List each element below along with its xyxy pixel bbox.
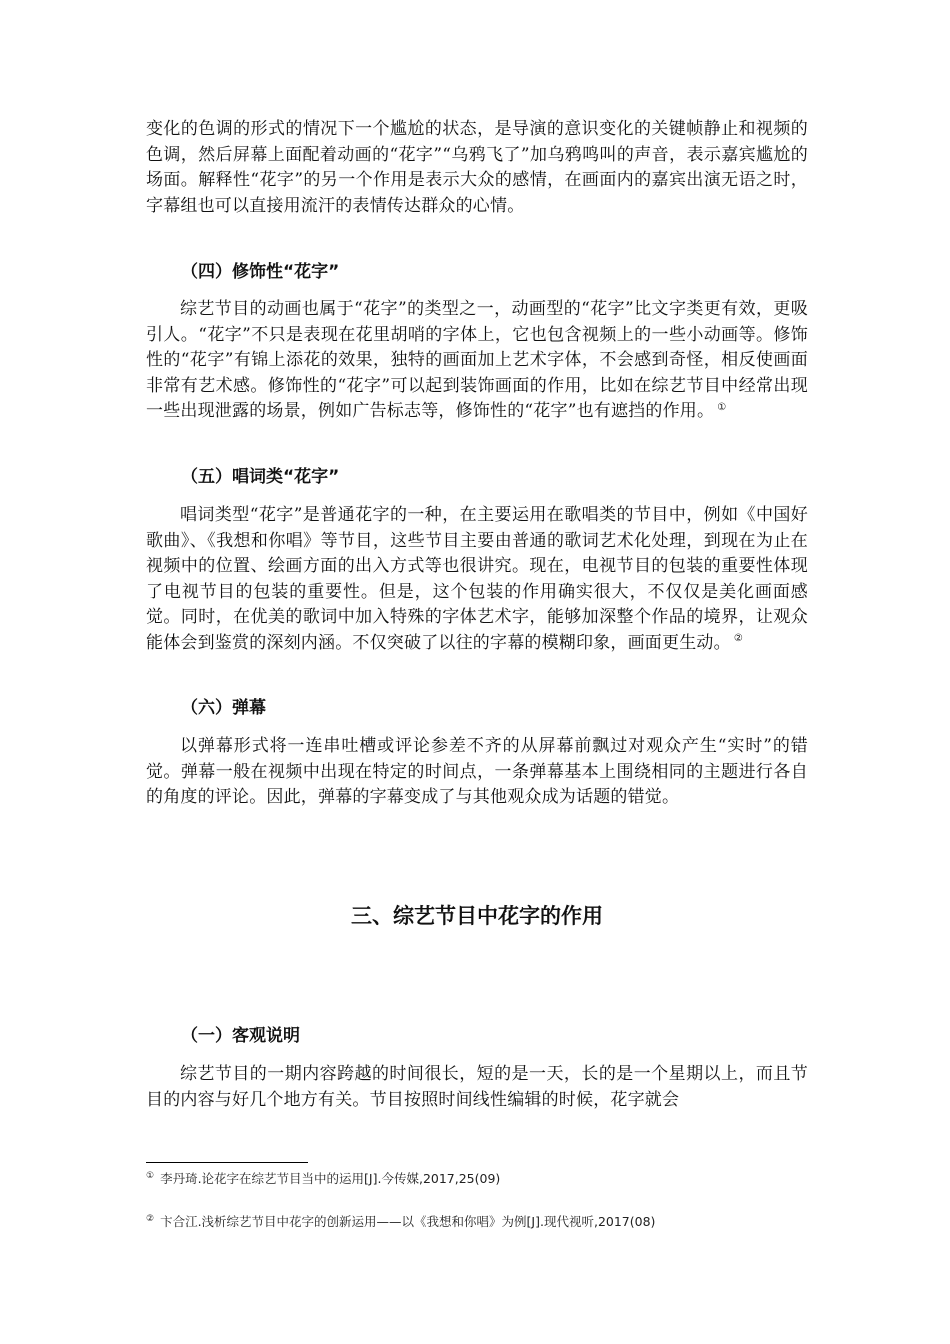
footnote-text: 李丹琦.论花字在综艺节目当中的运用[J].今传媒,2017,25(09) xyxy=(160,1171,501,1186)
footnote-mark-2: ② xyxy=(146,1213,155,1224)
paragraph-objective xyxy=(146,1062,808,1113)
subheading-lyrics-huazi: （五）唱词类“花字” xyxy=(181,467,340,487)
subheading-decorative-huazi: （四）修饰性“花字” xyxy=(181,262,340,282)
footnote-2 xyxy=(146,1213,826,1231)
paragraph-lyrics xyxy=(146,503,808,657)
paragraph-danmaku xyxy=(146,734,808,811)
paragraph-text: 变化的色调的形式的情况下一个尴尬的状态，是导演的意识变化的关键帧静止和视频的色调，然后屏幕上面配着动画的“花字”“乌鸦飞了”加乌鸦鸣叫的声音，表示嘉宾尴尬的场面。解释性“花字”的另一个作用是表示大众的感情，在画面内的嘉宾出演无语之时，字幕组也可以直接用流汗的表情传达群众的心情。 xyxy=(146,119,808,216)
paragraph-text: 综艺节目的一期内容跨越的时间很长，短的是一天，长的是一个星期以上，而且节目的内容与好几个地方有关。节目按照时间线性编辑的时候，花字就会 xyxy=(146,1064,808,1110)
paragraph-text-span: 唱词类型“花字”是普通花字的一种，在主要运用在歌唱类的节目中，例如《中国好歌曲》、《我想和你唱》等节目，这些节目主要由普通的歌词艺术化处理，到现在为止在视频中的位置、绘画方面的出入方式等也很讲究。现在，电视节目的包装的重要性体现了电视节目的包装的重要性。但是，这个包装的作用确实很大，不仅仅是美化画面感觉。同时，在优美的歌词中加入特殊的字体艺术字，能够加深整个作品的境界，让观众能体会到鉴赏的深刻内涵。不仅突破了以往的字幕的模糊印象，画面更生动。 xyxy=(146,505,808,653)
paragraph-text xyxy=(146,297,808,425)
footnote-ref-1[interactable]: ① xyxy=(717,401,727,413)
footnote-text: 卞合江.浅析综艺节目中花字的创新运用——以《我想和你唱》为例[J].现代视听,2017(08) xyxy=(160,1214,656,1229)
footnote-mark-1: ① xyxy=(146,1170,155,1181)
subheading-objective-explanation: （一）客观说明 xyxy=(181,1026,300,1046)
subheading-danmaku: （六）弹幕 xyxy=(181,698,266,718)
footnote-1 xyxy=(146,1170,826,1188)
footnote-divider xyxy=(146,1162,308,1163)
section-title: 三、综艺节目中花字的作用 xyxy=(351,904,603,928)
footnote-ref-2[interactable]: ② xyxy=(733,633,743,645)
paragraph-continuation xyxy=(146,117,808,219)
paragraph-decorative xyxy=(146,297,808,425)
paragraph-text: 以弹幕形式将一连串吐槽或评论参差不齐的从屏幕前飘过对观众产生“实时”的错觉。弹幕一般在视频中出现在特定的时间点，一条弹幕基本上围绕相同的主题进行各自的角度的评论。因此，弹幕的字幕变成了与其他观众成为话题的错觉。 xyxy=(146,736,808,808)
paragraph-text-span: 综艺节目的动画也属于“花字”的类型之一，动画型的“花字”比文字类更有效，更吸引人。“花字”不只是表现在花里胡哨的字体上，它也包含视频上的一些小动画等。修饰性的“花字”有锦上添花的效果，独特的画面加上艺术字体，不会感到奇怪，相反使画面非常有艺术感。修饰性的“花字”可以起到装饰画面的作用，比如在综艺节目中经常出现一些出现泄露的场景，例如广告标志等，修饰性的“花字”也有遮挡的作用。 xyxy=(146,299,808,422)
paragraph-text xyxy=(146,503,808,657)
